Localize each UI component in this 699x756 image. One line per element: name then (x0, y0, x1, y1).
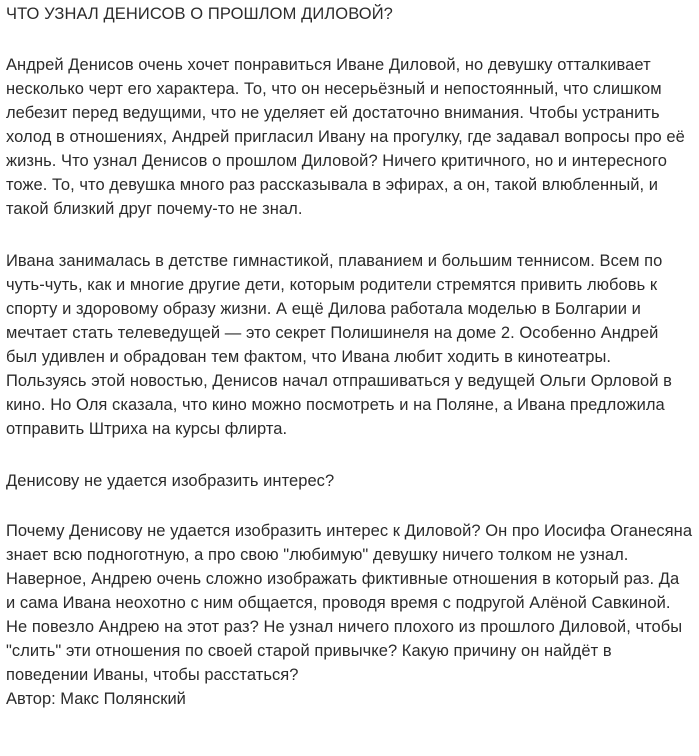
article-paragraph-2: Ивана занималась в детстве гимнастикой, плаванием и большим теннисом. Всем по чуть-чуть, как и многие другие дети, которым родители стремятся привить любовь к спорту и здоровому образу жизни. А ещё Дилова работала моделью в Болгарии и мечтает стать телеведущей — это секрет Полишинеля на доме 2. Особенно Андрей был удивлен и обрадован тем фактом, что Ивана любит ходить в кинотеатры. Пользуясь этой новостью, Денисов начал отпрашиваться у ведущей Ольги Орловой в кино. Но Оля сказала, что кино можно посмотреть и на Поляне, а Ивана предложила отправить Штриха на курсы флирта. (6, 252, 672, 438)
article-subheading: Денисову не удается изобразить интерес? (6, 472, 335, 490)
article-title: ЧТО УЗНАЛ ДЕНИСОВ О ПРОШЛОМ ДИЛОВОЙ? (6, 5, 393, 23)
article-paragraph-1: Андрей Денисов очень хочет понравиться Иване Диловой, но девушку отталкивает несколько черт его характера. То, что он несерьёзный и непостоянный, что слишком лебезит перед ведущими, что не уделяет ей достаточно внимания. Чтобы устранить холод в отношениях, Андрей пригласил Ивану на прогулку, где задавал вопросы про её жизнь. Что узнал Денисов о прошлом Диловой? Ничего критичного, но и интересного тоже. То, что девушка много раз рассказывала в эфирах, а он, такой влюбленный, и такой близкий друг почему-то не знал. (6, 56, 685, 218)
article-author: Автор: Макс Полянский (6, 690, 186, 708)
article-paragraph-3: Почему Денисову не удается изобразить интерес к Диловой? Он про Иосифа Оганесяна знает всю подноготную, а про свою "любимую" девушку ничего толком не узнал. Наверное, Андрею очень сложно изображать фиктивные отношения в который раз. Да и сама Ивана неохотно с ним общается, проводя время с подругой Алёной Савкиной. Не повезло Андрею на этот раз? Не узнал ничего плохого из прошлого Диловой, чтобы "слить" эти отношения по своей старой привычке? Какую причину он найдёт в поведении Иваны, чтобы расстаться? (6, 522, 693, 684)
